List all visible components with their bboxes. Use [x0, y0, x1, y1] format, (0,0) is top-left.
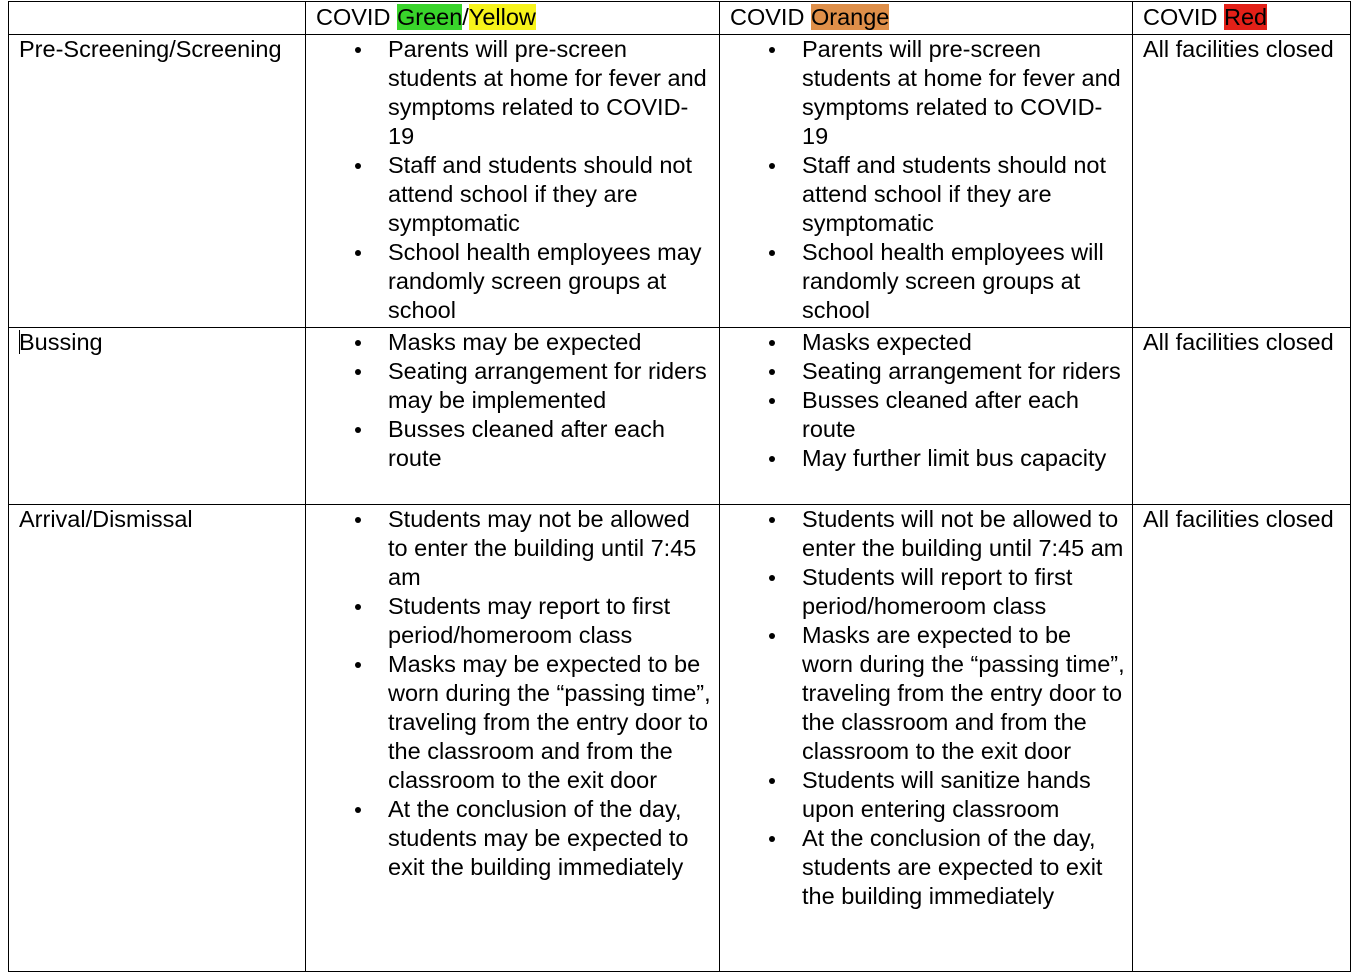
- bullet-list: [730, 35, 1132, 325]
- bullet-icon: [769, 575, 775, 581]
- bullet-icon: [355, 340, 361, 346]
- highlight-yellow: Yellow: [468, 4, 536, 30]
- bullet-icon: [769, 517, 775, 523]
- row-arrival-dismissal: [9, 505, 1351, 972]
- list-item: [730, 328, 1132, 357]
- bullet-icon: [769, 250, 775, 256]
- category-label: Bussing: [19, 329, 103, 355]
- covid-phase-table: [8, 1, 1351, 972]
- bullet-icon: [769, 340, 775, 346]
- list-item-text: Students may not be allowed to enter the building until 7:45 am: [388, 506, 697, 590]
- highlight-orange: Orange: [810, 4, 890, 30]
- bullet-icon: [769, 778, 775, 784]
- header-row: [9, 2, 1351, 35]
- list-item: [730, 505, 1132, 563]
- bullet-icon: [355, 604, 361, 610]
- list-item-text: Masks are expected to be worn during the “passing time”, traveling from the entry door to the classroom and from the classroom to the exit door: [802, 622, 1125, 764]
- list-item-text: Masks may be expected: [388, 329, 642, 355]
- list-item-text: Seating arrangement for riders may be implemented: [388, 358, 707, 413]
- list-item: [730, 386, 1132, 444]
- header-orange-prefix: COVID: [730, 4, 811, 30]
- list-item-text: At the conclusion of the day, students may be expected to exit the building immediately: [388, 796, 689, 880]
- list-item-text: Students will sanitize hands upon entering classroom: [802, 767, 1091, 822]
- list-item-text: Staff and students should not attend school if they are symptomatic: [388, 152, 692, 236]
- category-cell: [9, 505, 306, 972]
- list-item: [316, 328, 719, 357]
- bullet-icon: [769, 369, 775, 375]
- red-cell: [1133, 328, 1351, 505]
- orange-cell: [720, 328, 1133, 505]
- bullet-icon: [355, 250, 361, 256]
- list-item: [316, 357, 719, 415]
- header-orange: [720, 2, 1133, 35]
- list-item: [316, 238, 719, 325]
- bullet-list: [316, 505, 719, 882]
- bullet-icon: [355, 662, 361, 668]
- bullet-list: [316, 328, 719, 473]
- bullet-icon: [355, 427, 361, 433]
- list-item: [730, 563, 1132, 621]
- list-item-text: Students may report to first period/homeroom class: [388, 593, 671, 648]
- highlight-green: Green: [396, 4, 463, 30]
- bullet-icon: [355, 369, 361, 375]
- list-item-text: School health employees may randomly screen groups at school: [388, 239, 702, 323]
- green-yellow-cell: [306, 35, 720, 328]
- list-item-text: Masks expected: [802, 329, 972, 355]
- bullet-icon: [769, 47, 775, 53]
- row-bussing: [9, 328, 1351, 505]
- list-item: [730, 151, 1132, 238]
- list-item: [730, 444, 1132, 473]
- list-item-text: May further limit bus capacity: [802, 445, 1107, 471]
- list-item-text: Busses cleaned after each route: [388, 416, 665, 471]
- list-item: [730, 35, 1132, 151]
- list-item: [730, 357, 1132, 386]
- green-yellow-cell: [306, 505, 720, 972]
- list-item: [316, 35, 719, 151]
- list-item-text: Students will not be allowed to enter the building until 7:45 am: [802, 506, 1124, 561]
- red-cell: [1133, 505, 1351, 972]
- list-item: [316, 650, 719, 795]
- header-red: [1133, 2, 1351, 35]
- list-item-text: Seating arrangement for riders: [802, 358, 1121, 384]
- red-status-text: All facilities closed: [1143, 36, 1334, 62]
- bullet-icon: [355, 807, 361, 813]
- orange-cell: [720, 505, 1133, 972]
- list-item-text: Busses cleaned after each route: [802, 387, 1079, 442]
- bullet-icon: [769, 836, 775, 842]
- header-red-prefix: COVID: [1143, 4, 1224, 30]
- list-item: [316, 592, 719, 650]
- list-item-text: Masks may be expected to be worn during the “passing time”, traveling from the entry door to the classroom and from the classroom to the exit door: [388, 651, 711, 793]
- list-item-text: School health employees will randomly screen groups at school: [802, 239, 1104, 323]
- bullet-icon: [769, 398, 775, 404]
- category-label: Pre-Screening/Screening: [19, 36, 282, 62]
- bullet-icon: [355, 163, 361, 169]
- red-cell: [1133, 35, 1351, 328]
- list-item: [730, 238, 1132, 325]
- list-item: [316, 151, 719, 238]
- list-item-text: At the conclusion of the day, students are expected to exit the building immediately: [802, 825, 1103, 909]
- list-item-text: Staff and students should not attend school if they are symptomatic: [802, 152, 1106, 236]
- category-cell: [9, 35, 306, 328]
- list-item: [316, 505, 719, 592]
- red-status-text: All facilities closed: [1143, 506, 1334, 532]
- orange-cell: [720, 35, 1133, 328]
- list-item: [730, 824, 1132, 911]
- highlight-red: Red: [1223, 4, 1268, 30]
- header-blank-cell: [9, 2, 306, 35]
- bullet-icon: [769, 456, 775, 462]
- list-item-text: Parents will pre-screen students at home for fever and symptoms related to COVID-19: [802, 36, 1121, 149]
- bullet-icon: [355, 47, 361, 53]
- red-status-text: All facilities closed: [1143, 329, 1334, 355]
- list-item: [316, 415, 719, 473]
- header-green-yellow-prefix: COVID: [316, 4, 397, 30]
- bullet-icon: [769, 163, 775, 169]
- bullet-list: [316, 35, 719, 325]
- bullet-icon: [355, 517, 361, 523]
- list-item-text: Students will report to first period/homeroom class: [802, 564, 1073, 619]
- bullet-list: [730, 328, 1132, 473]
- category-label: Arrival/Dismissal: [19, 506, 193, 532]
- bullet-list: [730, 505, 1132, 911]
- list-item: [730, 766, 1132, 824]
- list-item: [730, 621, 1132, 766]
- list-item-text: Parents will pre-screen students at home for fever and symptoms related to COVID-19: [388, 36, 707, 149]
- row-pre-screening: [9, 35, 1351, 328]
- header-slash: /: [462, 4, 469, 30]
- category-cell: [9, 328, 306, 505]
- header-green-yellow: [306, 2, 720, 35]
- list-item: [316, 795, 719, 882]
- green-yellow-cell: [306, 328, 720, 505]
- bullet-icon: [769, 633, 775, 639]
